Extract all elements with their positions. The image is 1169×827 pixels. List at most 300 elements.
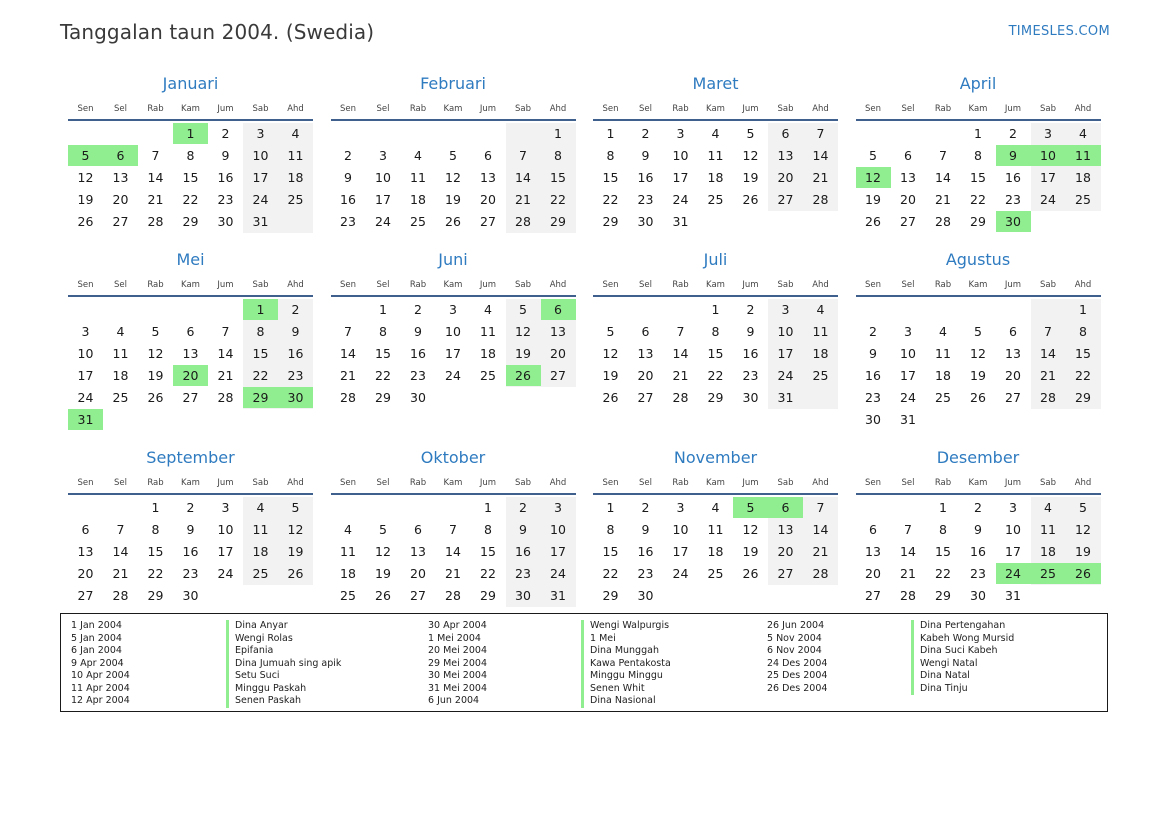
legend-date: 20 Mei 2004 xyxy=(428,645,487,656)
weekday-label: Kam xyxy=(181,104,200,114)
weekday-label: Sab xyxy=(777,280,794,290)
day-cell: 9 xyxy=(221,148,230,163)
day-cell: 20 xyxy=(768,541,803,562)
day-cell: 18 xyxy=(243,541,278,562)
day-cell: 12 xyxy=(375,544,391,559)
day-cell: 5 xyxy=(606,324,615,339)
day-cell: 30 xyxy=(637,214,654,229)
weekday-label: Rab xyxy=(409,104,427,114)
day-cell: 7 xyxy=(803,123,838,144)
day-cell: 20 xyxy=(77,566,94,581)
day-cell: 2 xyxy=(414,302,422,317)
legend-holiday-name: Dina Nasional xyxy=(581,695,671,708)
day-cell: 14 xyxy=(1031,343,1066,364)
day-cell: 8 xyxy=(151,522,160,537)
day-cell: 14 xyxy=(445,544,461,559)
day-cell: 20 xyxy=(112,192,129,207)
holiday-day-cell: 11 xyxy=(1066,145,1101,166)
day-cell: 15 xyxy=(375,346,391,361)
weekday-label: Rab xyxy=(672,478,689,488)
day-cell: 6 xyxy=(186,324,195,339)
day-cell: 17 xyxy=(1005,544,1021,559)
holiday-day-cell: 26 xyxy=(1066,563,1101,584)
day-cell: 13 xyxy=(112,170,129,185)
day-cell: 25 xyxy=(707,566,724,581)
month-name: November xyxy=(673,448,758,467)
weekday-label: Kam xyxy=(706,104,725,114)
day-cell: 15 xyxy=(243,343,278,364)
day-cell: 19 xyxy=(865,192,881,207)
day-cell: 29 xyxy=(375,390,391,405)
weekday-label: Sel xyxy=(639,280,652,290)
day-cell: 19 xyxy=(970,368,986,383)
day-cell: 1 xyxy=(939,500,947,515)
day-cell: 16 xyxy=(742,346,759,361)
day-cell: 15 xyxy=(541,167,576,188)
day-cell: 29 xyxy=(541,211,576,232)
page-title: Tanggalan taun 2004. (Swedia) xyxy=(60,20,375,44)
weekday-label: Kam xyxy=(968,478,988,488)
day-cell: 18 xyxy=(1031,541,1066,562)
day-cell: 13 xyxy=(77,544,94,559)
month-name: Januari xyxy=(162,74,219,93)
day-cell: 16 xyxy=(182,544,199,559)
day-cell: 17 xyxy=(445,346,461,361)
day-cell: 13 xyxy=(865,544,881,559)
day-cell: 4 xyxy=(243,497,278,518)
day-cell: 25 xyxy=(707,192,724,207)
day-cell: 27 xyxy=(410,588,426,603)
day-cell: 10 xyxy=(375,170,391,185)
legend-date: 26 Jun 2004 xyxy=(767,620,825,631)
day-cell: 18 xyxy=(707,170,724,185)
day-cell: 22 xyxy=(480,566,496,581)
day-cell: 30 xyxy=(217,214,234,229)
weekday-header xyxy=(68,280,313,294)
day-cell: 7 xyxy=(904,522,912,537)
day-cell: 10 xyxy=(672,522,689,537)
weekday-label: Sen xyxy=(602,280,619,290)
day-cell: 24 xyxy=(672,566,689,581)
holiday-day-cell: 9 xyxy=(996,145,1031,166)
day-cell: 21 xyxy=(506,189,541,210)
day-cell: 25 xyxy=(112,390,129,405)
legend-date: 6 Jan 2004 xyxy=(71,645,122,656)
weekday-label: Jum xyxy=(742,478,759,488)
holiday-day-cell: 31 xyxy=(68,409,103,430)
day-cell: 14 xyxy=(147,170,164,185)
day-cell: 27 xyxy=(768,189,803,210)
day-cell: 1 xyxy=(541,123,576,144)
day-cell: 6 xyxy=(904,148,912,163)
day-cell: 27 xyxy=(1005,390,1021,405)
day-cell: 18 xyxy=(410,192,426,207)
day-cell: 5 xyxy=(151,324,160,339)
weekday-header xyxy=(593,478,838,492)
weekday-label: Sel xyxy=(901,280,915,290)
legend-name-column xyxy=(581,620,671,708)
day-cell: 21 xyxy=(217,368,234,383)
day-cell: 27 xyxy=(480,214,496,229)
weekday-label: Sel xyxy=(114,104,127,114)
day-cell: 3 xyxy=(904,324,912,339)
weekday-header xyxy=(68,478,313,492)
day-cell: 28 xyxy=(803,189,838,210)
weekday-label: Sen xyxy=(77,478,94,488)
weekday-label: Kam xyxy=(181,478,200,488)
day-cell: 4 xyxy=(939,324,947,339)
day-cell: 8 xyxy=(939,522,947,537)
day-cell: 26 xyxy=(865,214,881,229)
day-cell: 16 xyxy=(970,544,986,559)
holiday-day-cell: 30 xyxy=(278,387,313,408)
legend-name-column xyxy=(226,620,341,708)
day-cell: 11 xyxy=(278,145,313,166)
day-cell: 28 xyxy=(112,588,129,603)
day-cell: 25 xyxy=(340,588,356,603)
header-rule xyxy=(593,119,838,121)
day-cell: 27 xyxy=(541,365,576,386)
day-cell: 15 xyxy=(147,544,164,559)
legend-holiday-name: Wengi Natal xyxy=(911,658,1014,671)
day-cell: 10 xyxy=(243,145,278,166)
day-cell: 16 xyxy=(506,541,541,562)
day-cell: 13 xyxy=(1005,346,1021,361)
legend-date: 1 Mei 2004 xyxy=(428,632,481,644)
day-cell: 17 xyxy=(77,368,94,383)
day-cell: 19 xyxy=(1066,541,1101,562)
day-cell: 4 xyxy=(1066,123,1101,144)
weekday-header xyxy=(331,104,576,118)
day-cell: 28 xyxy=(506,211,541,232)
day-cell: 20 xyxy=(410,566,426,581)
weekday-label: Jum xyxy=(479,280,497,290)
header-rule xyxy=(331,295,576,297)
weekday-label: Sen xyxy=(864,280,881,290)
header-rule xyxy=(331,119,576,121)
weekday-label: Rab xyxy=(934,104,952,114)
day-cell: 26 xyxy=(445,214,461,229)
day-cell: 29 xyxy=(480,588,496,603)
day-cell: 23 xyxy=(410,368,426,383)
day-cell: 16 xyxy=(1005,170,1021,185)
day-cell: 4 xyxy=(711,126,720,141)
day-cell: 31 xyxy=(243,211,278,232)
day-cell: 4 xyxy=(278,123,313,144)
day-cell: 5 xyxy=(869,148,877,163)
month-name: September xyxy=(146,448,235,467)
legend-holiday-name: Kawa Pentakosta xyxy=(581,658,671,671)
day-cell: 16 xyxy=(865,368,881,383)
day-cell: 5 xyxy=(974,324,982,339)
day-cell: 14 xyxy=(803,519,838,540)
day-cell: 3 xyxy=(768,299,803,320)
day-cell: 22 xyxy=(182,192,199,207)
brand-link[interactable]: TIMESLES.COM xyxy=(1008,24,1110,39)
weekday-label: Sel xyxy=(376,280,390,290)
day-cell: 13 xyxy=(480,170,496,185)
day-cell: 9 xyxy=(974,522,982,537)
day-cell: 9 xyxy=(746,324,755,339)
legend-date: 11 Apr 2004 xyxy=(71,682,130,694)
weekday-label: Jum xyxy=(1004,104,1022,114)
weekday-header xyxy=(68,104,313,118)
day-cell: 4 xyxy=(484,302,492,317)
day-cell: 6 xyxy=(484,148,492,163)
day-cell: 17 xyxy=(1031,167,1066,188)
legend-date: 5 Jan 2004 xyxy=(71,632,122,644)
weekday-label: Jum xyxy=(1004,280,1022,290)
legend-holiday-name: Dina Munggah xyxy=(581,645,671,658)
weekday-label: Sel xyxy=(376,104,390,114)
day-cell: 4 xyxy=(116,324,125,339)
day-cell: 15 xyxy=(935,544,951,559)
day-cell: 21 xyxy=(1031,365,1066,386)
day-cell: 23 xyxy=(970,566,986,581)
legend-holiday-name: Dina Suci Kabeh xyxy=(911,645,1014,658)
day-cell: 3 xyxy=(1031,123,1066,144)
day-cell: 9 xyxy=(869,346,877,361)
day-cell: 7 xyxy=(676,324,685,339)
day-cell: 2 xyxy=(506,497,541,518)
header-rule xyxy=(856,295,1101,297)
legend-holiday-name: Dina Anyar xyxy=(226,620,341,633)
legend-date: 1 Jan 2004 xyxy=(71,620,122,631)
day-cell: 12 xyxy=(970,346,986,361)
legend-holiday-name: Kabeh Wong Mursid xyxy=(911,633,1014,646)
day-cell: 12 xyxy=(742,148,759,163)
day-cell: 3 xyxy=(221,500,230,515)
day-cell: 15 xyxy=(480,544,496,559)
day-cell: 1 xyxy=(484,500,492,515)
day-cell: 18 xyxy=(480,346,496,361)
day-cell: 24 xyxy=(1031,189,1066,210)
header-rule xyxy=(593,295,838,297)
holiday-day-cell: 6 xyxy=(541,299,576,320)
day-cell: 7 xyxy=(116,522,125,537)
day-cell: 16 xyxy=(340,192,356,207)
day-cell: 26 xyxy=(77,214,94,229)
weekday-label: Sen xyxy=(339,280,356,290)
day-cell: 4 xyxy=(414,148,422,163)
day-cell: 6 xyxy=(641,324,650,339)
day-cell: 21 xyxy=(803,167,838,188)
day-cell: 12 xyxy=(742,522,759,537)
day-cell: 17 xyxy=(243,167,278,188)
day-cell: 8 xyxy=(974,148,982,163)
weekday-label: Sel xyxy=(114,280,127,290)
day-cell: 28 xyxy=(900,588,916,603)
holiday-day-cell: 5 xyxy=(733,497,768,518)
day-cell: 9 xyxy=(278,321,313,342)
day-cell: 8 xyxy=(379,324,387,339)
holiday-legend xyxy=(60,613,1108,712)
day-cell: 20 xyxy=(865,566,881,581)
legend-holiday-name: Senen Paskah xyxy=(226,695,341,708)
weekday-label: Jum xyxy=(217,280,234,290)
day-cell: 10 xyxy=(217,522,234,537)
legend-date: 10 Apr 2004 xyxy=(71,670,130,681)
day-cell: 21 xyxy=(112,566,129,581)
day-cell: 22 xyxy=(243,365,278,386)
day-cell: 28 xyxy=(340,390,356,405)
weekday-label: Sen xyxy=(77,104,94,114)
day-cell: 18 xyxy=(803,343,838,364)
day-cell: 27 xyxy=(182,390,199,405)
legend-date: 24 Des 2004 xyxy=(767,657,828,669)
legend-holiday-name: 1 Mei xyxy=(581,633,671,646)
weekday-label: Ahd xyxy=(549,280,567,290)
day-cell: 3 xyxy=(676,500,685,515)
day-cell: 21 xyxy=(672,368,689,383)
day-cell: 14 xyxy=(340,346,356,361)
day-cell: 29 xyxy=(970,214,986,229)
day-cell: 6 xyxy=(1009,324,1017,339)
day-cell: 24 xyxy=(243,189,278,210)
day-cell: 19 xyxy=(742,544,759,559)
legend-date: 30 Mei 2004 xyxy=(428,670,487,681)
weekday-label: Ahd xyxy=(287,280,304,290)
day-cell: 7 xyxy=(151,148,160,163)
weekday-label: Ahd xyxy=(549,104,567,114)
weekday-header xyxy=(593,280,838,294)
day-cell: 17 xyxy=(375,192,391,207)
weekday-label: Kam xyxy=(443,478,463,488)
day-cell: 2 xyxy=(344,148,352,163)
day-cell: 27 xyxy=(112,214,129,229)
weekday-header xyxy=(331,280,576,294)
day-cell: 5 xyxy=(379,522,387,537)
day-cell: 6 xyxy=(869,522,877,537)
weekday-label: Sen xyxy=(602,478,619,488)
day-cell: 2 xyxy=(1009,126,1017,141)
day-cell: 26 xyxy=(742,192,759,207)
weekday-label: Rab xyxy=(147,280,164,290)
holiday-day-cell: 10 xyxy=(1031,145,1066,166)
legend-date-column xyxy=(71,620,130,708)
day-cell: 31 xyxy=(768,387,803,408)
weekday-label: Ahd xyxy=(287,478,304,488)
day-cell: 24 xyxy=(375,214,391,229)
day-cell: 22 xyxy=(602,566,619,581)
day-cell: 7 xyxy=(221,324,230,339)
day-cell: 3 xyxy=(81,324,90,339)
holiday-day-cell: 26 xyxy=(506,365,541,386)
day-cell: 19 xyxy=(506,343,541,364)
day-cell: 14 xyxy=(112,544,129,559)
holiday-day-cell: 24 xyxy=(996,563,1031,584)
day-cell: 22 xyxy=(707,368,724,383)
day-cell: 18 xyxy=(1066,167,1101,188)
day-cell: 23 xyxy=(637,566,654,581)
day-cell: 24 xyxy=(445,368,461,383)
legend-date: 6 Nov 2004 xyxy=(767,645,822,656)
month-name: Februari xyxy=(420,74,486,93)
day-cell: 30 xyxy=(865,412,881,427)
legend-holiday-name: Wengi Rolas xyxy=(226,633,341,646)
weekday-label: Jum xyxy=(742,280,759,290)
day-cell: 23 xyxy=(865,390,881,405)
day-cell: 12 xyxy=(147,346,164,361)
weekday-label: Sel xyxy=(639,478,652,488)
day-cell: 23 xyxy=(637,192,654,207)
day-cell: 9 xyxy=(414,324,422,339)
day-cell: 29 xyxy=(182,214,199,229)
day-cell: 20 xyxy=(541,343,576,364)
day-cell: 18 xyxy=(278,167,313,188)
weekday-label: Jum xyxy=(742,104,759,114)
holiday-day-cell: 6 xyxy=(768,497,803,518)
legend-date: 30 Apr 2004 xyxy=(428,620,487,631)
legend-date: 25 Des 2004 xyxy=(767,670,828,681)
day-cell: 29 xyxy=(1066,387,1101,408)
day-cell: 31 xyxy=(672,214,689,229)
day-cell: 2 xyxy=(746,302,755,317)
weekday-label: Sab xyxy=(777,478,794,488)
header-rule xyxy=(593,493,838,495)
day-cell: 26 xyxy=(742,566,759,581)
month-name: Agustus xyxy=(945,250,1011,269)
day-cell: 10 xyxy=(445,324,461,339)
day-cell: 11 xyxy=(1031,519,1066,540)
day-cell: 26 xyxy=(970,390,986,405)
weekday-label: Ahd xyxy=(812,104,829,114)
holiday-day-cell: 5 xyxy=(68,145,103,166)
legend-date: 6 Jun 2004 xyxy=(428,695,480,706)
day-cell: 3 xyxy=(449,302,457,317)
day-cell: 2 xyxy=(221,126,230,141)
day-cell: 25 xyxy=(1066,189,1101,210)
legend-holiday-name: Dina Tinju xyxy=(911,683,1014,696)
weekday-header xyxy=(856,104,1101,118)
day-cell: 3 xyxy=(379,148,387,163)
day-cell: 8 xyxy=(606,148,615,163)
legend-date: 29 Mei 2004 xyxy=(428,657,487,669)
day-cell: 26 xyxy=(375,588,391,603)
weekday-label: Sen xyxy=(864,104,881,114)
day-cell: 10 xyxy=(77,346,94,361)
day-cell: 18 xyxy=(707,544,724,559)
day-cell: 28 xyxy=(147,214,164,229)
day-cell: 6 xyxy=(414,522,422,537)
day-cell: 26 xyxy=(602,390,619,405)
day-cell: 20 xyxy=(480,192,496,207)
day-cell: 28 xyxy=(1031,387,1066,408)
day-cell: 22 xyxy=(935,566,951,581)
weekday-label: Sab xyxy=(515,104,531,114)
legend-holiday-name: Minggu Paskah xyxy=(226,683,341,696)
day-cell: 25 xyxy=(243,563,278,584)
day-cell: 15 xyxy=(602,544,619,559)
day-cell: 3 xyxy=(541,497,576,518)
day-cell: 13 xyxy=(900,170,916,185)
day-cell: 8 xyxy=(186,148,195,163)
day-cell: 19 xyxy=(445,192,461,207)
weekday-label: Sab xyxy=(515,280,531,290)
weekday-header xyxy=(593,104,838,118)
day-cell: 18 xyxy=(935,368,951,383)
weekday-label: Jum xyxy=(217,478,234,488)
day-cell: 4 xyxy=(1031,497,1066,518)
day-cell: 14 xyxy=(506,167,541,188)
day-cell: 11 xyxy=(112,346,129,361)
day-cell: 1 xyxy=(606,500,615,515)
day-cell: 5 xyxy=(1066,497,1101,518)
weekday-header xyxy=(856,478,1101,492)
holiday-day-cell: 6 xyxy=(103,145,138,166)
day-cell: 23 xyxy=(278,365,313,386)
day-cell: 12 xyxy=(506,321,541,342)
